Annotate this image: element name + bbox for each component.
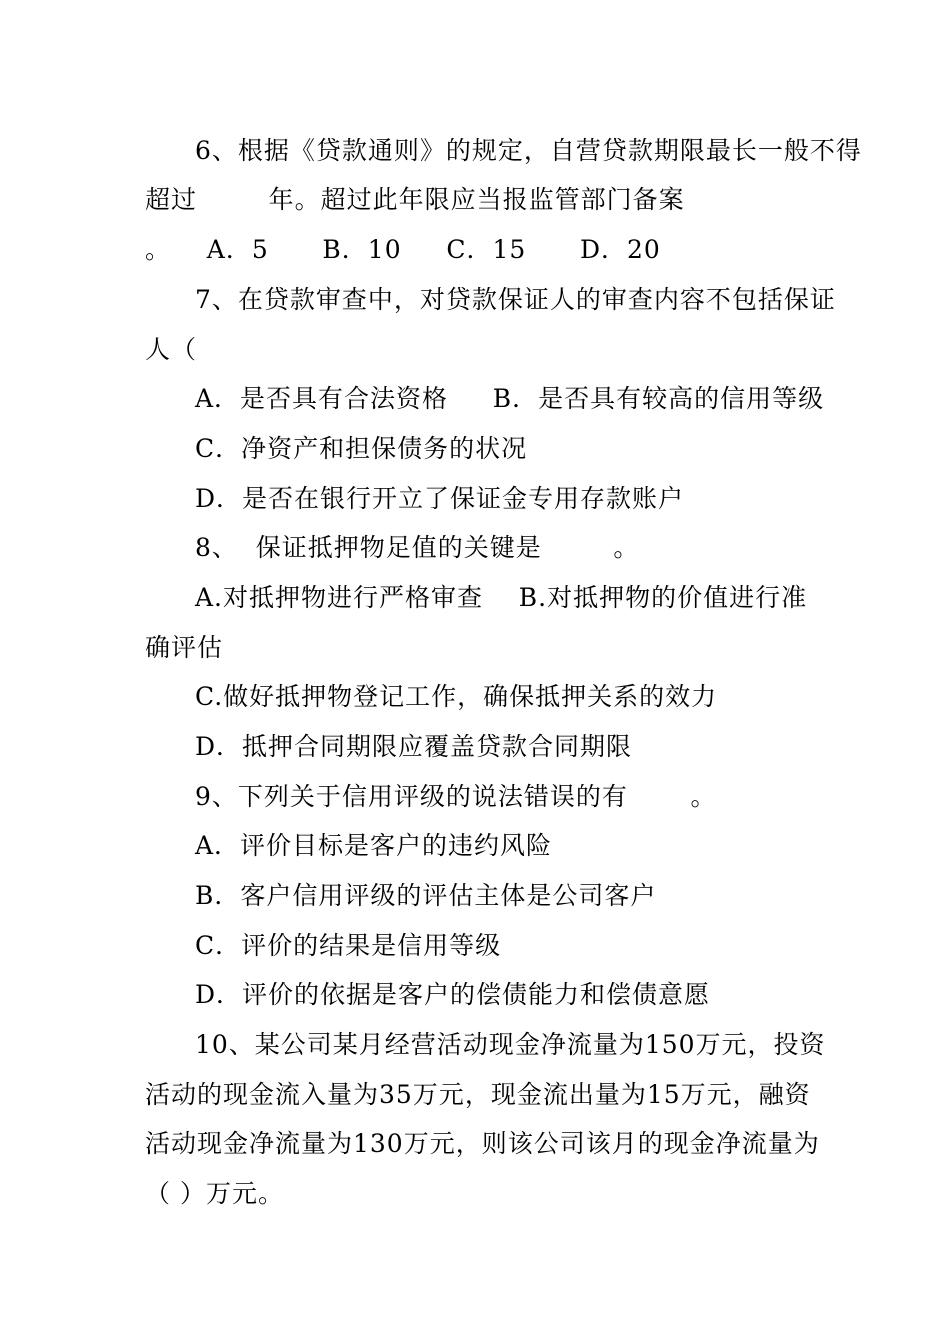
question-7-option-c: C．净资产和担保债务的状况 bbox=[195, 434, 528, 463]
question-8-line-1: 8、 保证抵押物足值的关键是 。 bbox=[195, 533, 640, 562]
question-10-line-1: 10、某公司某月经营活动现金净流量为150万元，投资 bbox=[195, 1030, 826, 1059]
question-10-line-4: （ ）万元。 bbox=[145, 1179, 284, 1208]
question-7-line-2: 人（ bbox=[145, 335, 198, 364]
question-7-option-ab: A．是否具有合法资格 B．是否具有较高的信用等级 bbox=[195, 384, 825, 413]
question-7-option-d: D．是否在银行开立了保证金专用存款账户 bbox=[195, 484, 685, 513]
question-7-line-1: 7、在贷款审查中，对贷款保证人的审查内容不包括保证 bbox=[195, 285, 836, 314]
question-6-options: 。 A．5 B．10 C．15 D．20 bbox=[145, 235, 661, 264]
question-8-option-d: D．抵押合同期限应覆盖贷款合同期限 bbox=[195, 732, 633, 761]
question-9-line-1: 9、下列关于信用评级的说法错误的有 。 bbox=[195, 782, 717, 811]
question-8-option-c: C.做好抵押物登记工作，确保抵押关系的效力 bbox=[195, 682, 718, 711]
question-9-option-d: D．评价的依据是客户的偿债能力和偿债意愿 bbox=[195, 980, 711, 1009]
question-10-line-2: 活动的现金流入量为35万元，现金流出量为15万元，融资 bbox=[145, 1080, 811, 1109]
question-10-line-3: 活动现金净流量为130万元，则该公司该月的现金净流量为 bbox=[145, 1129, 820, 1158]
question-8-option-ab-line-1: A.对抵押物进行严格审查 B.对抵押物的价值进行准 bbox=[195, 583, 808, 612]
question-6-line-1: 6、根据《贷款通则》的规定，自营贷款期限最长一般不得 bbox=[195, 136, 862, 165]
question-9-option-b: B．客户信用评级的评估主体是公司客户 bbox=[195, 881, 657, 910]
question-6-line-2: 超过 年。超过此年限应当报监管部门备案 bbox=[145, 185, 685, 214]
question-9-option-a: A．评价目标是客户的违约风险 bbox=[195, 831, 553, 860]
question-8-option-ab-line-2: 确评估 bbox=[145, 633, 224, 662]
question-9-option-c: C．评价的结果是信用等级 bbox=[195, 931, 502, 960]
